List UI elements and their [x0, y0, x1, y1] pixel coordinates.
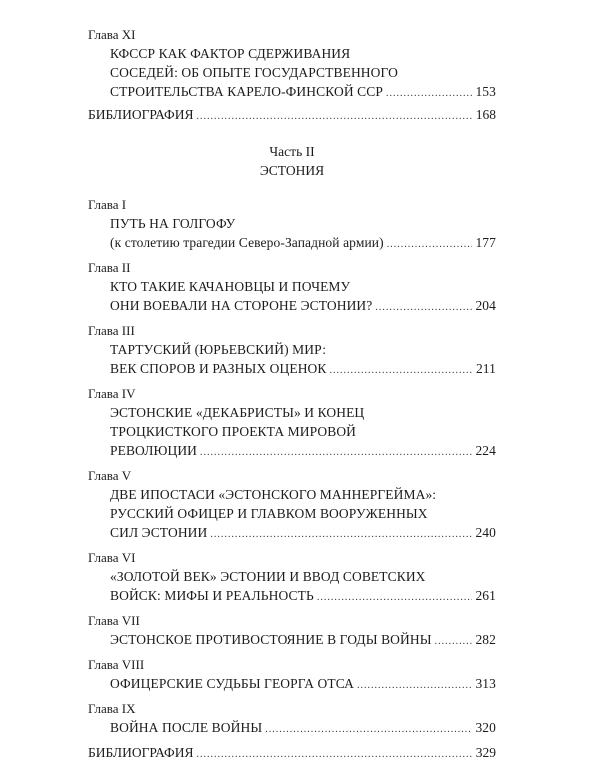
page-number: 329	[475, 745, 496, 760]
chapter-title-line: ВОЙСК: МИФЫ И РЕАЛЬНОСТЬ	[110, 588, 314, 603]
dot-leader	[196, 745, 472, 764]
chapter-label: Глава XI	[88, 27, 136, 42]
dot-leader	[357, 676, 472, 695]
page-number: 211	[475, 361, 496, 376]
chapter-title-last-line	[88, 674, 496, 695]
page-number: 320	[475, 720, 496, 735]
chapter-title-last-line	[88, 82, 496, 103]
chapter-title-line: ЭСТОНСКОЕ ПРОТИВОСТОЯНИЕ В ГОДЫ ВОЙНЫ	[110, 632, 432, 647]
toc-entry-chapter-6[interactable]	[88, 549, 496, 607]
toc-entry-chapter-11[interactable]	[88, 26, 496, 103]
page-number: 313	[475, 676, 496, 691]
page-number: 153	[475, 84, 496, 99]
chapter-title-last-line	[88, 718, 496, 739]
toc-entry-bibliography[interactable]	[88, 743, 496, 764]
toc-entry-chapter-8[interactable]	[88, 656, 496, 695]
chapter-title-last-line	[88, 586, 496, 607]
chapter-subtitle: (к столетию трагедии Северо-Западной армии)	[110, 235, 384, 250]
part-title: ЭСТОНИЯ	[259, 163, 325, 178]
chapter-title-line: СТРОИТЕЛЬСТВА КАРЕЛО-ФИНСКОЙ ССР	[110, 84, 383, 99]
toc-entry-chapter-7[interactable]	[88, 612, 496, 651]
dot-leader	[196, 107, 472, 126]
chapter-title-last-line	[88, 523, 496, 544]
chapter-label: Глава VI	[88, 550, 136, 565]
bibliography-label: БИБЛИОГРАФИЯ	[88, 745, 194, 760]
page-number: 224	[475, 443, 496, 458]
chapter-title-last-line	[88, 296, 496, 317]
chapter-title-line: ОФИЦЕРСКИЕ СУДЬБЫ ГЕОРГА ОТСА	[110, 676, 355, 691]
toc-entry-chapter-4[interactable]	[88, 385, 496, 462]
chapter-title-last-line	[88, 233, 496, 254]
chapter-label: Глава III	[88, 323, 135, 338]
chapter-title-line: ДВЕ ИПОСТАСИ «ЭСТОНСКОГО МАННЕРГЕЙМА»:	[110, 487, 437, 502]
dot-leader	[375, 298, 472, 317]
chapter-title-line: ТАРТУСКИЙ (ЮРЬЕВСКИЙ) МИР:	[110, 342, 327, 357]
chapter-label: Глава II	[88, 260, 131, 275]
chapter-title-line: КТО ТАКИЕ КАЧАНОВЦЫ И ПОЧЕМУ	[110, 279, 351, 294]
chapter-title-line: ТРОЦКИСТКОГО ПРОЕКТА МИРОВОЙ	[110, 424, 357, 439]
chapter-title-line: ОНИ ВОЕВАЛИ НА СТОРОНЕ ЭСТОНИИ?	[110, 298, 373, 313]
chapter-title-line: «ЗОЛОТОЙ ВЕК» ЭСТОНИИ И ВВОД СОВЕТСКИХ	[110, 569, 426, 584]
toc-entry-chapter-9[interactable]	[88, 700, 496, 739]
dot-leader	[265, 720, 472, 739]
dot-leader	[210, 525, 472, 544]
chapter-title-line: ПУТЬ НА ГОЛГОФУ	[110, 216, 236, 231]
page-number: 177	[475, 235, 496, 250]
page-number: 282	[475, 632, 496, 647]
chapter-label: Глава I	[88, 197, 127, 212]
chapter-label: Глава VIII	[88, 657, 145, 672]
chapter-title-line: ВЕК СПОРОВ И РАЗНЫХ ОЦЕНОК	[110, 361, 327, 376]
chapter-title-line: РЕВОЛЮЦИИ	[110, 443, 198, 458]
chapter-title-line: СИЛ ЭСТОНИИ	[110, 525, 208, 540]
toc-entry-bibliography[interactable]	[88, 105, 496, 126]
chapter-title-last-line	[88, 630, 496, 651]
chapter-title-line: РУССКИЙ ОФИЦЕР И ГЛАВКОМ ВООРУЖЕННЫХ	[110, 506, 428, 521]
dot-leader	[387, 235, 473, 254]
dot-leader	[330, 361, 473, 380]
dot-leader	[317, 588, 473, 607]
toc-entry-chapter-2[interactable]	[88, 259, 496, 317]
chapter-title-last-line	[88, 441, 496, 462]
bibliography-label: БИБЛИОГРАФИЯ	[88, 107, 194, 122]
chapter-title-line: СОСЕДЕЙ: ОБ ОПЫТЕ ГОСУДАРСТВЕННОГО	[110, 65, 398, 80]
chapter-title-line: КФССР КАК ФАКТОР СДЕРЖИВАНИЯ	[110, 46, 351, 61]
chapter-label: Глава IX	[88, 701, 136, 716]
page-number: 204	[475, 298, 496, 313]
page-number: 261	[475, 588, 496, 603]
dot-leader	[435, 632, 473, 651]
table-of-contents	[88, 26, 496, 764]
chapter-label: Глава VII	[88, 613, 140, 628]
chapter-label: Глава V	[88, 468, 132, 483]
toc-entry-chapter-1[interactable]	[88, 196, 496, 254]
chapter-title-last-line	[88, 359, 496, 380]
toc-entry-chapter-5[interactable]	[88, 467, 496, 544]
toc-entry-chapter-3[interactable]	[88, 322, 496, 380]
page-number: 168	[475, 107, 496, 122]
part-label: Часть II	[269, 144, 315, 159]
chapter-title-line: ЭСТОНСКИЕ «ДЕКАБРИСТЫ» И КОНЕЦ	[110, 405, 365, 420]
chapter-title-line: ВОЙНА ПОСЛЕ ВОЙНЫ	[110, 720, 263, 735]
dot-leader	[200, 443, 472, 462]
dot-leader	[386, 84, 472, 103]
chapter-label: Глава IV	[88, 386, 136, 401]
page-number: 240	[475, 525, 496, 540]
